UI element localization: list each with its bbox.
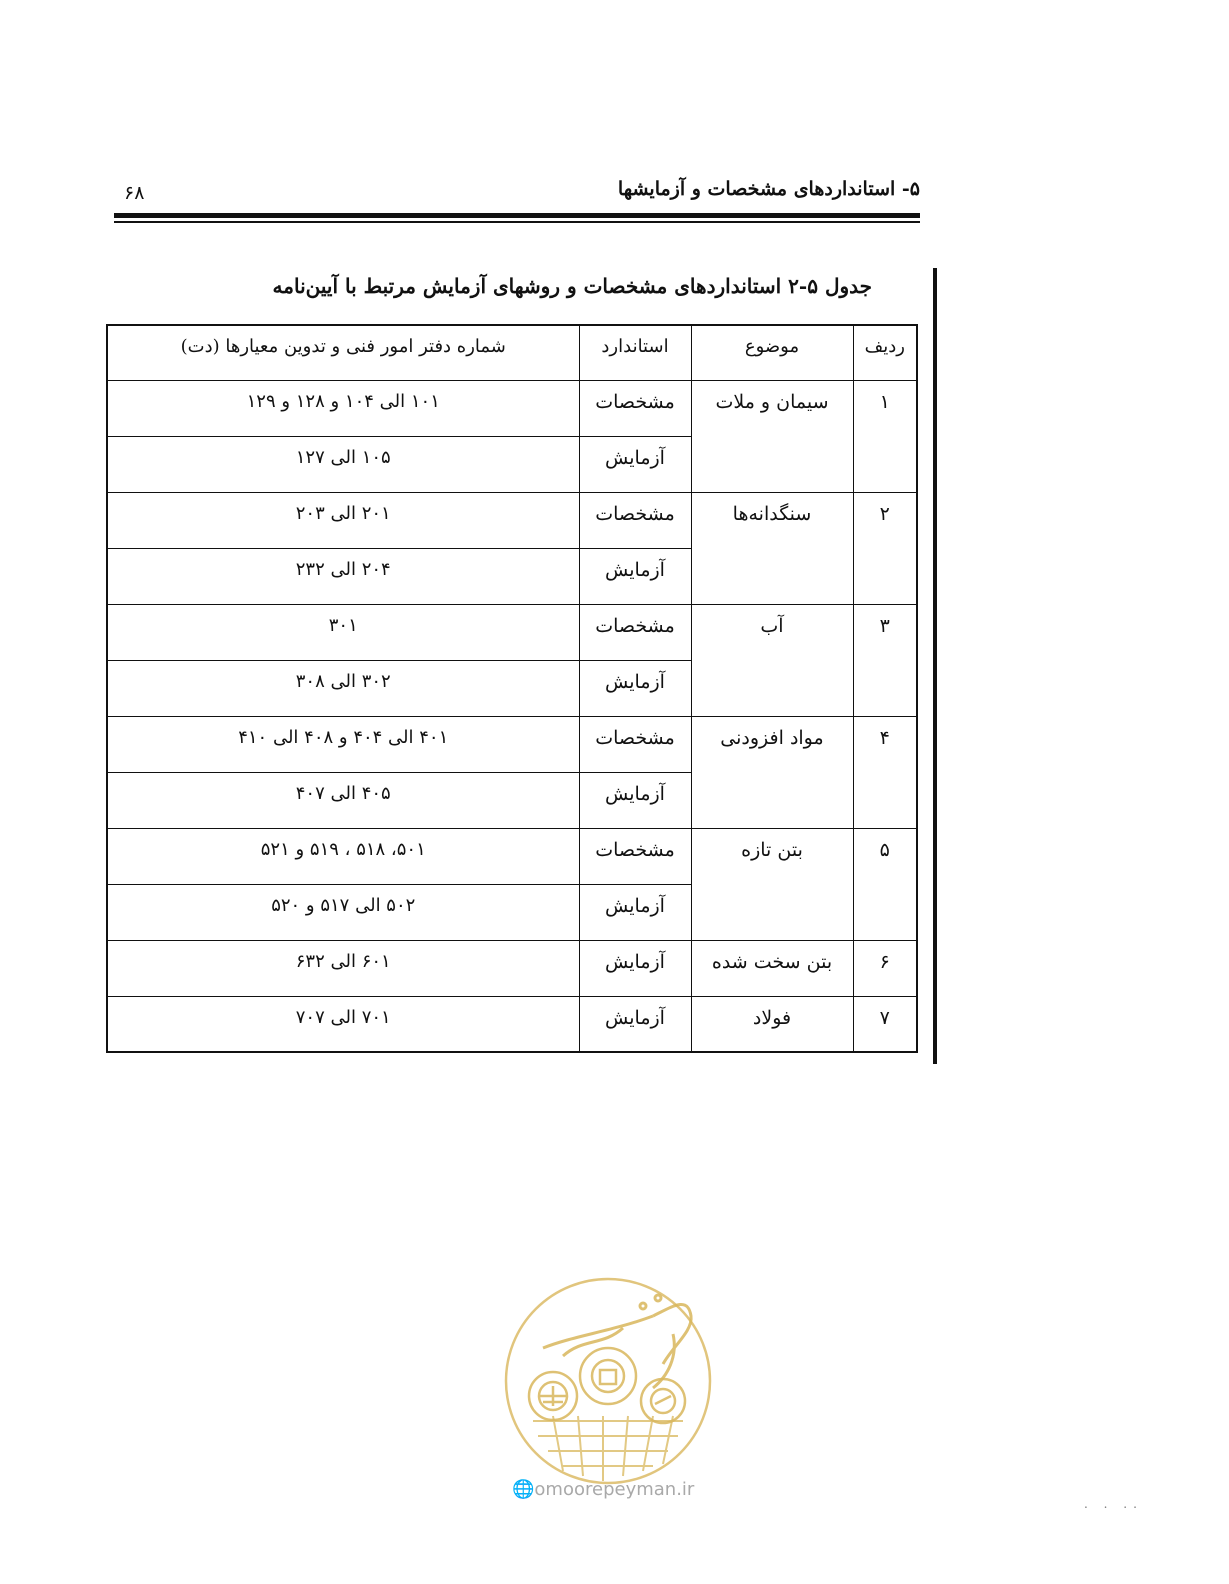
standards-table (106, 324, 918, 1053)
code-cell: ۵۰۱، ۵۱۸ ، ۵۱۹ و ۵۲۱ (107, 828, 579, 884)
table-row (107, 996, 917, 1052)
standard-cell: آزمایش (579, 996, 691, 1052)
standard-cell: آزمایش (579, 436, 691, 492)
row-number-cell: ۷ (853, 996, 917, 1052)
row-number-cell: ۵ (853, 828, 917, 940)
standard-cell: مشخصات (579, 828, 691, 884)
globe-icon: 🌐 (512, 1479, 535, 1500)
row-number-cell: ۴ (853, 716, 917, 828)
header-row-number: ردیف (853, 325, 917, 380)
page-number: ۶۸ (124, 182, 145, 204)
standard-cell: مشخصات (579, 380, 691, 436)
table-row (107, 492, 917, 548)
subject-cell: سنگدانه‌ها (691, 492, 853, 604)
table-row (107, 940, 917, 996)
subject-cell: مواد افزودنی (691, 716, 853, 828)
header-standard: استاندارد (579, 325, 691, 380)
table-row (107, 604, 917, 660)
code-cell: ۱۰۵ الی ۱۲۷ (107, 436, 579, 492)
table-title: جدول ۵-۲ استانداردهای مشخصات و روشهای آزمایش مرتبط با آیین‌نامه (272, 274, 872, 298)
row-number-cell: ۲ (853, 492, 917, 604)
header-code: شماره دفتر امور فنی و تدوین معیارها (دت) (107, 325, 579, 380)
page-header (114, 176, 920, 206)
watermark-url (512, 1479, 694, 1500)
row-number-cell: ۳ (853, 604, 917, 716)
subject-cell: آب (691, 604, 853, 716)
margin-bar (933, 268, 937, 1064)
code-cell: ۲۰۴ الی ۲۳۲ (107, 548, 579, 604)
code-cell: ۳۰۲ الی ۳۰۸ (107, 660, 579, 716)
code-cell: ۶۰۱ الی ۶۳۲ (107, 940, 579, 996)
header-rule-thick (114, 213, 920, 218)
code-cell: ۳۰۱ (107, 604, 579, 660)
code-cell: ۴۰۵ الی ۴۰۷ (107, 772, 579, 828)
standard-cell: مشخصات (579, 604, 691, 660)
row-number-cell: ۱ (853, 380, 917, 492)
subject-cell: بتن تازه (691, 828, 853, 940)
corner-marks: . . .. (1084, 1497, 1143, 1511)
watermark-logo (503, 1276, 713, 1486)
subject-cell: فولاد (691, 996, 853, 1052)
table-row (107, 716, 917, 772)
table-row (107, 828, 917, 884)
code-cell: ۵۰۲ الی ۵۱۷ و ۵۲۰ (107, 884, 579, 940)
table-row (107, 380, 917, 436)
code-cell: ۷۰۱ الی ۷۰۷ (107, 996, 579, 1052)
subject-cell: سیمان و ملات (691, 380, 853, 492)
header-rule-thin (114, 221, 920, 223)
standard-cell: آزمایش (579, 884, 691, 940)
code-cell: ۱۰۱ الی ۱۰۴ و ۱۲۸ و ۱۲۹ (107, 380, 579, 436)
standard-cell: آزمایش (579, 660, 691, 716)
subject-cell: بتن سخت شده (691, 940, 853, 996)
table-header-row (107, 325, 917, 380)
standard-cell: آزمایش (579, 548, 691, 604)
header-subject: موضوع (691, 325, 853, 380)
watermark-url-text: omoorepeyman.ir (534, 1479, 695, 1500)
standard-cell: آزمایش (579, 772, 691, 828)
code-cell: ۴۰۱ الی ۴۰۴ و ۴۰۸ الی ۴۱۰ (107, 716, 579, 772)
standard-cell: آزمایش (579, 940, 691, 996)
standard-cell: مشخصات (579, 716, 691, 772)
chapter-title: ۵- استانداردهای مشخصات و آزمایشها (617, 178, 920, 200)
code-cell: ۲۰۱ الی ۲۰۳ (107, 492, 579, 548)
standard-cell: مشخصات (579, 492, 691, 548)
row-number-cell: ۶ (853, 940, 917, 996)
